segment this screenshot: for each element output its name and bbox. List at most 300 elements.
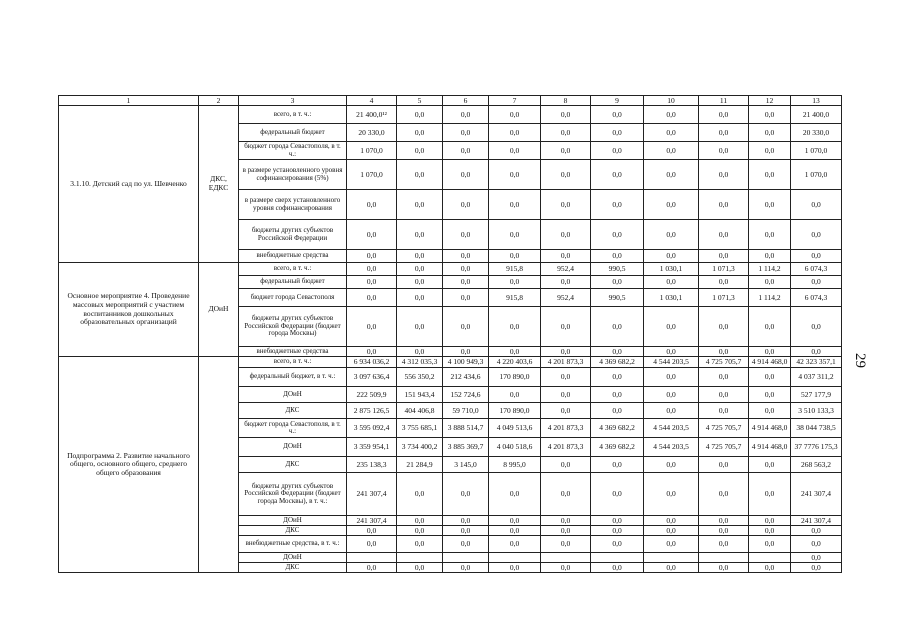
table-body: [59, 96, 842, 573]
funding-source: всего, в т. ч.:: [239, 263, 347, 276]
year-value-cell: 4 049 513,6: [489, 419, 541, 438]
year-value-cell: 0,0: [541, 307, 591, 347]
year-value-cell: 1 114,2: [749, 289, 791, 307]
funding-source: бюджет города Севастополя: [239, 289, 347, 307]
year-value-cell: 0,0: [699, 142, 749, 160]
column-number: 11: [699, 96, 749, 106]
year-value-cell: 3 755 685,1: [397, 419, 443, 438]
total-cell: 4 037 311,2: [791, 368, 842, 387]
year-value-cell: 0,0: [443, 276, 489, 289]
year-value-cell: 0,0: [591, 368, 644, 387]
funding-source: бюджеты других субъектов Российской Федерации (бюджет города Москвы): [239, 307, 347, 347]
year-value-cell: 0,0: [489, 387, 541, 403]
year-value-cell: 0,0: [443, 347, 489, 357]
year-value-cell: 0,0: [347, 526, 397, 536]
funding-source: ДОиН: [239, 438, 347, 457]
year-value-cell: 0,0: [749, 473, 791, 516]
year-value-cell: 0,0: [644, 307, 699, 347]
funding-source: всего, в т. ч.:: [239, 357, 347, 368]
total-cell: 0,0: [791, 563, 842, 573]
year-value-cell: 0,0: [644, 124, 699, 142]
year-value-cell: 235 138,3: [347, 457, 397, 473]
budget-table: [58, 95, 842, 573]
year-value-cell: 3 734 400,2: [397, 438, 443, 457]
total-cell: 0,0: [791, 276, 842, 289]
year-value-cell: 0,0: [591, 307, 644, 347]
year-value-cell: [644, 553, 699, 563]
year-value-cell: 0,0: [749, 124, 791, 142]
year-value-cell: 0,0: [443, 124, 489, 142]
year-value-cell: 8 995,0: [489, 457, 541, 473]
year-value-cell: 0,0: [749, 526, 791, 536]
funding-source: в размере установленного уровня софинансирования (5%): [239, 160, 347, 190]
year-value-cell: 0,0: [699, 387, 749, 403]
column-number: 12: [749, 96, 791, 106]
year-value-cell: 0,0: [699, 473, 749, 516]
year-value-cell: 915,8: [489, 263, 541, 276]
year-value-cell: 0,0: [699, 457, 749, 473]
year-value-cell: 0,0: [749, 142, 791, 160]
year-value-cell: 170 890,0: [489, 368, 541, 387]
year-value-cell: 0,0: [591, 563, 644, 573]
total-cell: 0,0: [791, 250, 842, 263]
year-value-cell: 0,0: [591, 160, 644, 190]
year-value-cell: 170 890,0: [489, 403, 541, 419]
year-value-cell: 0,0: [541, 387, 591, 403]
year-value-cell: 0,0: [443, 563, 489, 573]
year-value-cell: 0,0: [541, 536, 591, 553]
year-value-cell: 0,0: [541, 190, 591, 220]
column-number: 4: [347, 96, 397, 106]
year-value-cell: [347, 553, 397, 563]
funding-source: внебюджетные средства: [239, 347, 347, 357]
year-value-cell: 0,0: [591, 403, 644, 419]
year-value-cell: 0,0: [397, 220, 443, 250]
year-value-cell: 4 914 468,0: [749, 419, 791, 438]
column-number: 6: [443, 96, 489, 106]
year-value-cell: 0,0: [489, 516, 541, 526]
year-value-cell: [541, 553, 591, 563]
year-value-cell: 1 070,0: [347, 160, 397, 190]
year-value-cell: 3 145,0: [443, 457, 489, 473]
year-value-cell: 0,0: [591, 276, 644, 289]
table-row: [59, 263, 842, 276]
funding-source: бюджет города Севастополя, в т. ч.:: [239, 419, 347, 438]
year-value-cell: 4 201 873,3: [541, 357, 591, 368]
year-value-cell: 0,0: [749, 536, 791, 553]
year-value-cell: 0,0: [443, 307, 489, 347]
year-value-cell: 21 400,0¹²: [347, 106, 397, 124]
year-value-cell: 0,0: [749, 403, 791, 419]
year-value-cell: 1 071,3: [699, 289, 749, 307]
year-value-cell: 151 943,4: [397, 387, 443, 403]
year-value-cell: 0,0: [644, 220, 699, 250]
year-value-cell: 0,0: [644, 347, 699, 357]
year-value-cell: 4 369 682,2: [591, 419, 644, 438]
year-value-cell: 0,0: [699, 250, 749, 263]
year-value-cell: 0,0: [397, 160, 443, 190]
year-value-cell: 212 434,6: [443, 368, 489, 387]
year-value-cell: 0,0: [644, 473, 699, 516]
year-value-cell: 3 888 514,7: [443, 419, 489, 438]
year-value-cell: 0,0: [489, 220, 541, 250]
year-value-cell: 4 544 203,5: [644, 357, 699, 368]
funding-source: ДКС: [239, 526, 347, 536]
total-cell: 6 074,3: [791, 289, 842, 307]
year-value-cell: 2 875 126,5: [347, 403, 397, 419]
year-value-cell: 4 725 705,7: [699, 438, 749, 457]
total-cell: 42 323 357,1: [791, 357, 842, 368]
year-value-cell: [397, 553, 443, 563]
year-value-cell: 0,0: [347, 276, 397, 289]
total-cell: 527 177,9: [791, 387, 842, 403]
year-value-cell: 0,0: [489, 124, 541, 142]
funding-source: внебюджетные средства, в т. ч.:: [239, 536, 347, 553]
year-value-cell: 0,0: [541, 457, 591, 473]
year-value-cell: 152 724,6: [443, 387, 489, 403]
year-value-cell: 4 544 203,5: [644, 438, 699, 457]
year-value-cell: 0,0: [699, 563, 749, 573]
year-value-cell: 0,0: [347, 347, 397, 357]
column-number: 3: [239, 96, 347, 106]
year-value-cell: 0,0: [591, 142, 644, 160]
year-value-cell: 990,5: [591, 289, 644, 307]
year-value-cell: 4 201 873,3: [541, 438, 591, 457]
year-value-cell: 0,0: [699, 307, 749, 347]
year-value-cell: 0,0: [699, 220, 749, 250]
year-value-cell: 0,0: [699, 160, 749, 190]
total-cell: 6 074,3: [791, 263, 842, 276]
year-value-cell: 0,0: [699, 276, 749, 289]
year-value-cell: 0,0: [541, 473, 591, 516]
year-value-cell: 0,0: [699, 516, 749, 526]
total-cell: 241 307,4: [791, 473, 842, 516]
year-value-cell: 0,0: [591, 516, 644, 526]
year-value-cell: 0,0: [541, 142, 591, 160]
year-value-cell: 0,0: [591, 124, 644, 142]
year-value-cell: 0,0: [644, 142, 699, 160]
funding-source: федеральный бюджет: [239, 276, 347, 289]
year-value-cell: 0,0: [397, 142, 443, 160]
column-number: 2: [199, 96, 239, 106]
year-value-cell: 0,0: [541, 220, 591, 250]
year-value-cell: 0,0: [489, 276, 541, 289]
column-number: 8: [541, 96, 591, 106]
funding-source: всего, в т. ч.:: [239, 106, 347, 124]
year-value-cell: 0,0: [397, 263, 443, 276]
year-value-cell: 0,0: [489, 307, 541, 347]
column-number-row: [59, 96, 842, 106]
year-value-cell: 0,0: [541, 526, 591, 536]
year-value-cell: 0,0: [699, 403, 749, 419]
year-value-cell: 4 725 705,7: [699, 419, 749, 438]
year-value-cell: 0,0: [699, 124, 749, 142]
year-value-cell: 0,0: [591, 526, 644, 536]
total-cell: 0,0: [791, 190, 842, 220]
year-value-cell: 1 070,0: [347, 142, 397, 160]
year-value-cell: 990,5: [591, 263, 644, 276]
year-value-cell: [443, 553, 489, 563]
year-value-cell: 59 710,0: [443, 403, 489, 419]
year-value-cell: 0,0: [489, 190, 541, 220]
year-value-cell: 0,0: [699, 106, 749, 124]
year-value-cell: 4 220 403,6: [489, 357, 541, 368]
funding-source: ДОиН: [239, 553, 347, 563]
funding-source: ДКС: [239, 563, 347, 573]
year-value-cell: 0,0: [644, 516, 699, 526]
year-value-cell: 0,0: [397, 536, 443, 553]
year-value-cell: 556 350,2: [397, 368, 443, 387]
year-value-cell: 0,0: [541, 403, 591, 419]
year-value-cell: 0,0: [489, 473, 541, 516]
year-value-cell: 0,0: [591, 106, 644, 124]
total-cell: 0,0: [791, 536, 842, 553]
year-value-cell: 0,0: [347, 563, 397, 573]
column-number: 13: [791, 96, 842, 106]
year-value-cell: 0,0: [541, 516, 591, 526]
year-value-cell: 0,0: [443, 220, 489, 250]
year-value-cell: 0,0: [347, 220, 397, 250]
year-value-cell: 952,4: [541, 289, 591, 307]
year-value-cell: 3 359 954,1: [347, 438, 397, 457]
year-value-cell: 0,0: [644, 190, 699, 220]
year-value-cell: 0,0: [541, 276, 591, 289]
year-value-cell: 0,0: [749, 190, 791, 220]
year-value-cell: 0,0: [541, 368, 591, 387]
year-value-cell: 0,0: [644, 403, 699, 419]
funding-source: ДКС: [239, 403, 347, 419]
table-row: [59, 106, 842, 124]
year-value-cell: 0,0: [397, 250, 443, 263]
year-value-cell: 0,0: [749, 307, 791, 347]
year-value-cell: 0,0: [541, 347, 591, 357]
year-value-cell: 0,0: [489, 160, 541, 190]
total-cell: 3 510 133,3: [791, 403, 842, 419]
year-value-cell: 0,0: [749, 347, 791, 357]
funding-source: федеральный бюджет, в т. ч.:: [239, 368, 347, 387]
year-value-cell: 0,0: [699, 347, 749, 357]
year-value-cell: 0,0: [591, 457, 644, 473]
column-number: 7: [489, 96, 541, 106]
year-value-cell: 3 595 092,4: [347, 419, 397, 438]
year-value-cell: 0,0: [443, 263, 489, 276]
year-value-cell: 0,0: [397, 289, 443, 307]
year-value-cell: 0,0: [591, 473, 644, 516]
year-value-cell: 0,0: [489, 250, 541, 263]
year-value-cell: 0,0: [443, 516, 489, 526]
total-cell: 241 307,4: [791, 516, 842, 526]
total-cell: 0,0: [791, 553, 842, 563]
year-value-cell: 0,0: [397, 563, 443, 573]
year-value-cell: 0,0: [443, 190, 489, 220]
year-value-cell: 0,0: [591, 536, 644, 553]
year-value-cell: 21 284,9: [397, 457, 443, 473]
year-value-cell: 4 040 518,6: [489, 438, 541, 457]
year-value-cell: 0,0: [644, 457, 699, 473]
year-value-cell: 0,0: [644, 368, 699, 387]
funding-source: федеральный бюджет: [239, 124, 347, 142]
year-value-cell: 0,0: [749, 387, 791, 403]
year-value-cell: 0,0: [591, 250, 644, 263]
total-cell: 37 7776 175,3: [791, 438, 842, 457]
year-value-cell: 222 509,9: [347, 387, 397, 403]
year-value-cell: 1 030,1: [644, 289, 699, 307]
year-value-cell: 1 114,2: [749, 263, 791, 276]
year-value-cell: 0,0: [749, 457, 791, 473]
year-value-cell: 3 885 369,7: [443, 438, 489, 457]
year-value-cell: 241 307,4: [347, 516, 397, 526]
year-value-cell: 0,0: [489, 563, 541, 573]
year-value-cell: 0,0: [644, 536, 699, 553]
year-value-cell: 0,0: [397, 526, 443, 536]
table-row: [59, 357, 842, 368]
funding-source: ДОиН: [239, 516, 347, 526]
funding-source: бюджет города Севастополя, в т. ч.:: [239, 142, 347, 160]
year-value-cell: 0,0: [749, 160, 791, 190]
year-value-cell: 4 914 468,0: [749, 357, 791, 368]
year-value-cell: 0,0: [541, 160, 591, 190]
year-value-cell: 0,0: [443, 526, 489, 536]
total-cell: 0,0: [791, 307, 842, 347]
year-value-cell: 0,0: [489, 536, 541, 553]
year-value-cell: 4 725 705,7: [699, 357, 749, 368]
activity-name: Подпрограмма 2. Развитие начального общего, основного общего, среднего общего образования: [59, 357, 199, 573]
total-cell: 1 070,0: [791, 160, 842, 190]
year-value-cell: 4 312 035,3: [397, 357, 443, 368]
year-value-cell: 0,0: [489, 142, 541, 160]
executor: ДКС, ЕДКС: [199, 106, 239, 263]
year-value-cell: 0,0: [591, 190, 644, 220]
funding-source: ДОиН: [239, 387, 347, 403]
year-value-cell: 0,0: [347, 250, 397, 263]
year-value-cell: 241 307,4: [347, 473, 397, 516]
year-value-cell: 0,0: [397, 347, 443, 357]
year-value-cell: 4 369 682,2: [591, 438, 644, 457]
column-number: 9: [591, 96, 644, 106]
year-value-cell: 0,0: [347, 536, 397, 553]
year-value-cell: 0,0: [591, 387, 644, 403]
year-value-cell: [699, 553, 749, 563]
year-value-cell: 0,0: [443, 250, 489, 263]
year-value-cell: 0,0: [489, 347, 541, 357]
funding-source: в размере сверх установленного уровня софинансирования: [239, 190, 347, 220]
year-value-cell: 0,0: [644, 250, 699, 263]
year-value-cell: 1 071,3: [699, 263, 749, 276]
year-value-cell: 0,0: [397, 190, 443, 220]
funding-source: ДКС: [239, 457, 347, 473]
year-value-cell: 0,0: [489, 526, 541, 536]
year-value-cell: 4 100 949,3: [443, 357, 489, 368]
year-value-cell: 4 201 873,3: [541, 419, 591, 438]
column-number: 1: [59, 96, 199, 106]
year-value-cell: 0,0: [443, 289, 489, 307]
total-cell: 268 563,2: [791, 457, 842, 473]
year-value-cell: 1 030,1: [644, 263, 699, 276]
total-cell: 20 330,0: [791, 124, 842, 142]
year-value-cell: 404 406,8: [397, 403, 443, 419]
year-value-cell: [591, 553, 644, 563]
column-number: 5: [397, 96, 443, 106]
year-value-cell: 0,0: [699, 190, 749, 220]
year-value-cell: 0,0: [347, 263, 397, 276]
year-value-cell: [489, 553, 541, 563]
year-value-cell: 0,0: [489, 106, 541, 124]
year-value-cell: 0,0: [749, 220, 791, 250]
year-value-cell: 952,4: [541, 263, 591, 276]
year-value-cell: 0,0: [443, 142, 489, 160]
total-cell: 0,0: [791, 220, 842, 250]
funding-source: бюджеты других субъектов Российской Федерации (бюджет города Москвы), в т. ч.:: [239, 473, 347, 516]
year-value-cell: 0,0: [591, 220, 644, 250]
year-value-cell: 915,8: [489, 289, 541, 307]
year-value-cell: 0,0: [699, 536, 749, 553]
year-value-cell: 0,0: [749, 276, 791, 289]
year-value-cell: 4 544 203,5: [644, 419, 699, 438]
total-cell: 38 044 738,5: [791, 419, 842, 438]
total-cell: 21 400,0: [791, 106, 842, 124]
year-value-cell: 0,0: [541, 124, 591, 142]
year-value-cell: 4 914 468,0: [749, 438, 791, 457]
year-value-cell: 0,0: [347, 307, 397, 347]
year-value-cell: 0,0: [397, 473, 443, 516]
year-value-cell: 0,0: [397, 106, 443, 124]
year-value-cell: 0,0: [699, 526, 749, 536]
year-value-cell: 0,0: [397, 276, 443, 289]
activity-name: Основное мероприятие 4. Проведение массовых мероприятий с участием воспитанников дошкольных образовательных организаций: [59, 263, 199, 357]
year-value-cell: 0,0: [644, 160, 699, 190]
year-value-cell: 0,0: [644, 526, 699, 536]
column-number: 10: [644, 96, 699, 106]
year-value-cell: 0,0: [749, 106, 791, 124]
year-value-cell: 0,0: [443, 536, 489, 553]
year-value-cell: 20 330,0: [347, 124, 397, 142]
year-value-cell: 0,0: [644, 106, 699, 124]
year-value-cell: [749, 553, 791, 563]
year-value-cell: 0,0: [397, 307, 443, 347]
year-value-cell: 0,0: [443, 160, 489, 190]
total-cell: 0,0: [791, 347, 842, 357]
year-value-cell: 0,0: [749, 563, 791, 573]
year-value-cell: 4 369 682,2: [591, 357, 644, 368]
funding-source: бюджеты других субъектов Российской Федерации: [239, 220, 347, 250]
year-value-cell: 0,0: [644, 563, 699, 573]
year-value-cell: 0,0: [591, 347, 644, 357]
year-value-cell: 6 934 036,2: [347, 357, 397, 368]
year-value-cell: 0,0: [749, 516, 791, 526]
activity-name: 3.1.10. Детский сад по ул. Шевченко: [59, 106, 199, 263]
year-value-cell: 0,0: [749, 250, 791, 263]
year-value-cell: 3 097 636,4: [347, 368, 397, 387]
year-value-cell: 0,0: [541, 563, 591, 573]
year-value-cell: 0,0: [443, 473, 489, 516]
year-value-cell: 0,0: [397, 516, 443, 526]
total-cell: 1 070,0: [791, 142, 842, 160]
year-value-cell: 0,0: [749, 368, 791, 387]
year-value-cell: 0,0: [644, 387, 699, 403]
year-value-cell: 0,0: [541, 106, 591, 124]
funding-source: внебюджетные средства: [239, 250, 347, 263]
page-number: 29: [852, 353, 868, 368]
year-value-cell: 0,0: [347, 289, 397, 307]
year-value-cell: 0,0: [347, 190, 397, 220]
year-value-cell: 0,0: [699, 368, 749, 387]
total-cell: 0,0: [791, 526, 842, 536]
year-value-cell: 0,0: [443, 106, 489, 124]
year-value-cell: 0,0: [541, 250, 591, 263]
executor: ДОиН: [199, 263, 239, 357]
executor: [199, 357, 239, 573]
year-value-cell: 0,0: [644, 276, 699, 289]
